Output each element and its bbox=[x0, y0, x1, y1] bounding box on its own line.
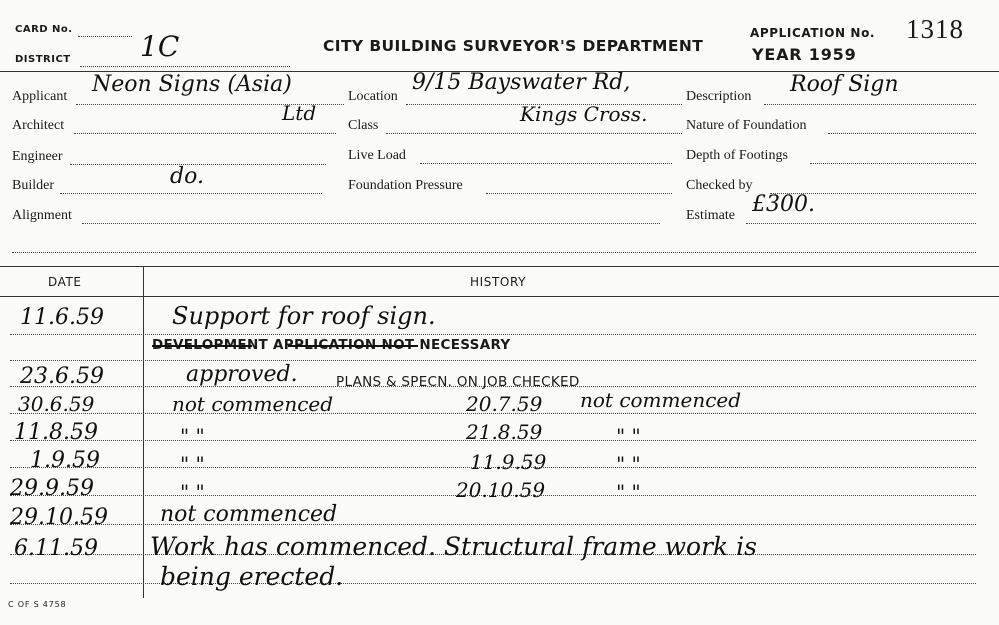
row-line bbox=[10, 524, 976, 525]
history-entry: " " bbox=[180, 452, 205, 476]
district-line bbox=[80, 66, 290, 67]
history-date: 11.8.59 bbox=[14, 420, 98, 445]
checked-by-label: Checked by bbox=[686, 178, 753, 193]
foundation-pressure-label: Foundation Pressure bbox=[348, 178, 463, 193]
engineer-label: Engineer bbox=[12, 149, 63, 164]
typed-note: PLANS & SPECN. ON JOB CHECKED bbox=[336, 374, 580, 390]
location-value: 9/15 Bayswater Rd, bbox=[412, 70, 631, 95]
location-value-2: Kings Cross. bbox=[520, 102, 648, 126]
alignment-line bbox=[82, 223, 660, 224]
description-value: Roof Sign bbox=[790, 72, 899, 97]
district-label: DISTRICT bbox=[15, 54, 71, 65]
nature-of-foundation-label: Nature of Foundation bbox=[686, 118, 807, 133]
history-header-rule bbox=[0, 296, 999, 297]
history-date: 23.6.59 bbox=[20, 364, 104, 389]
stamp-strike bbox=[288, 345, 418, 347]
architect-line bbox=[74, 133, 336, 134]
history-date-2: 21.8.59 bbox=[466, 420, 543, 444]
application-no-label: APPLICATION No. bbox=[750, 26, 876, 40]
builder-label: Builder bbox=[12, 178, 54, 193]
builder-value: do. bbox=[170, 164, 204, 189]
history-date: 11.6.59 bbox=[20, 305, 104, 330]
applicant-value-ltd: Ltd bbox=[282, 101, 317, 125]
history-entry: not commenced bbox=[160, 502, 338, 527]
description-label: Description bbox=[686, 89, 752, 104]
history-date: 29.10.59 bbox=[10, 505, 108, 530]
description-line bbox=[764, 104, 976, 105]
estimate-value: £300. bbox=[752, 192, 815, 217]
stamp-strike bbox=[152, 345, 252, 347]
history-entry: being erected. bbox=[160, 562, 344, 591]
department-title: CITY BUILDING SURVEYOR'S DEPARTMENT bbox=[323, 37, 704, 55]
row-line bbox=[10, 334, 976, 335]
history-date: 30.6.59 bbox=[18, 392, 95, 416]
form-code: C OF S 4758 bbox=[8, 600, 67, 609]
history-entry: Work has commenced. Structural frame work is bbox=[150, 532, 757, 561]
row-line bbox=[10, 583, 976, 584]
applicant-label: Applicant bbox=[12, 89, 68, 104]
history-entry-2: not commenced bbox=[580, 388, 742, 412]
history-entry-2: " " bbox=[616, 424, 641, 448]
history-date: 29.9.59 bbox=[10, 476, 94, 501]
history-entry: not commenced bbox=[172, 392, 334, 416]
alignment-label: Alignment bbox=[12, 208, 72, 223]
foundation-pressure-line bbox=[486, 193, 672, 194]
card-no-label: CARD No. bbox=[15, 24, 73, 35]
history-column-header: HISTORY bbox=[470, 275, 527, 289]
live-load-line bbox=[420, 163, 672, 164]
location-label: Location bbox=[348, 89, 398, 104]
district-value: 1C bbox=[140, 30, 180, 63]
history-entry: approved. bbox=[186, 362, 298, 387]
history-date: 6.11.59 bbox=[14, 536, 98, 561]
estimate-label: Estimate bbox=[686, 208, 735, 223]
history-date-2: 20.10.59 bbox=[456, 478, 546, 502]
history-date-2: 11.9.59 bbox=[470, 450, 547, 474]
development-stamp: DEVELOPMENT APPLICATION NOT NECESSARY bbox=[152, 337, 511, 353]
class-line bbox=[386, 133, 682, 134]
depth-of-footings-label: Depth of Footings bbox=[686, 148, 788, 163]
history-entry-2: " " bbox=[616, 480, 641, 504]
date-column-header: DATE bbox=[48, 275, 82, 289]
year-label: YEAR 1959 bbox=[752, 45, 857, 64]
applicant-value: Neon Signs (Asia) bbox=[92, 72, 292, 97]
blank-field-line bbox=[12, 252, 976, 253]
application-no-value: 1318 bbox=[906, 14, 964, 44]
estimate-line bbox=[746, 223, 976, 224]
card-no-line bbox=[78, 36, 132, 37]
history-entry: " " bbox=[180, 424, 205, 448]
nature-of-foundation-line bbox=[828, 133, 976, 134]
history-entry: Support for roof sign. bbox=[172, 302, 436, 330]
depth-of-footings-line bbox=[810, 163, 976, 164]
history-date-2: 20.7.59 bbox=[466, 392, 543, 416]
architect-label: Architect bbox=[12, 118, 65, 133]
date-column-divider bbox=[143, 266, 144, 598]
history-date: 1.9.59 bbox=[30, 448, 100, 473]
row-line bbox=[10, 360, 976, 361]
history-top-rule bbox=[0, 266, 999, 267]
live-load-label: Live Load bbox=[348, 148, 406, 163]
history-entry: " " bbox=[180, 480, 205, 504]
builder-line bbox=[60, 193, 322, 194]
class-label: Class bbox=[348, 118, 379, 133]
history-entry-2: " " bbox=[616, 452, 641, 476]
